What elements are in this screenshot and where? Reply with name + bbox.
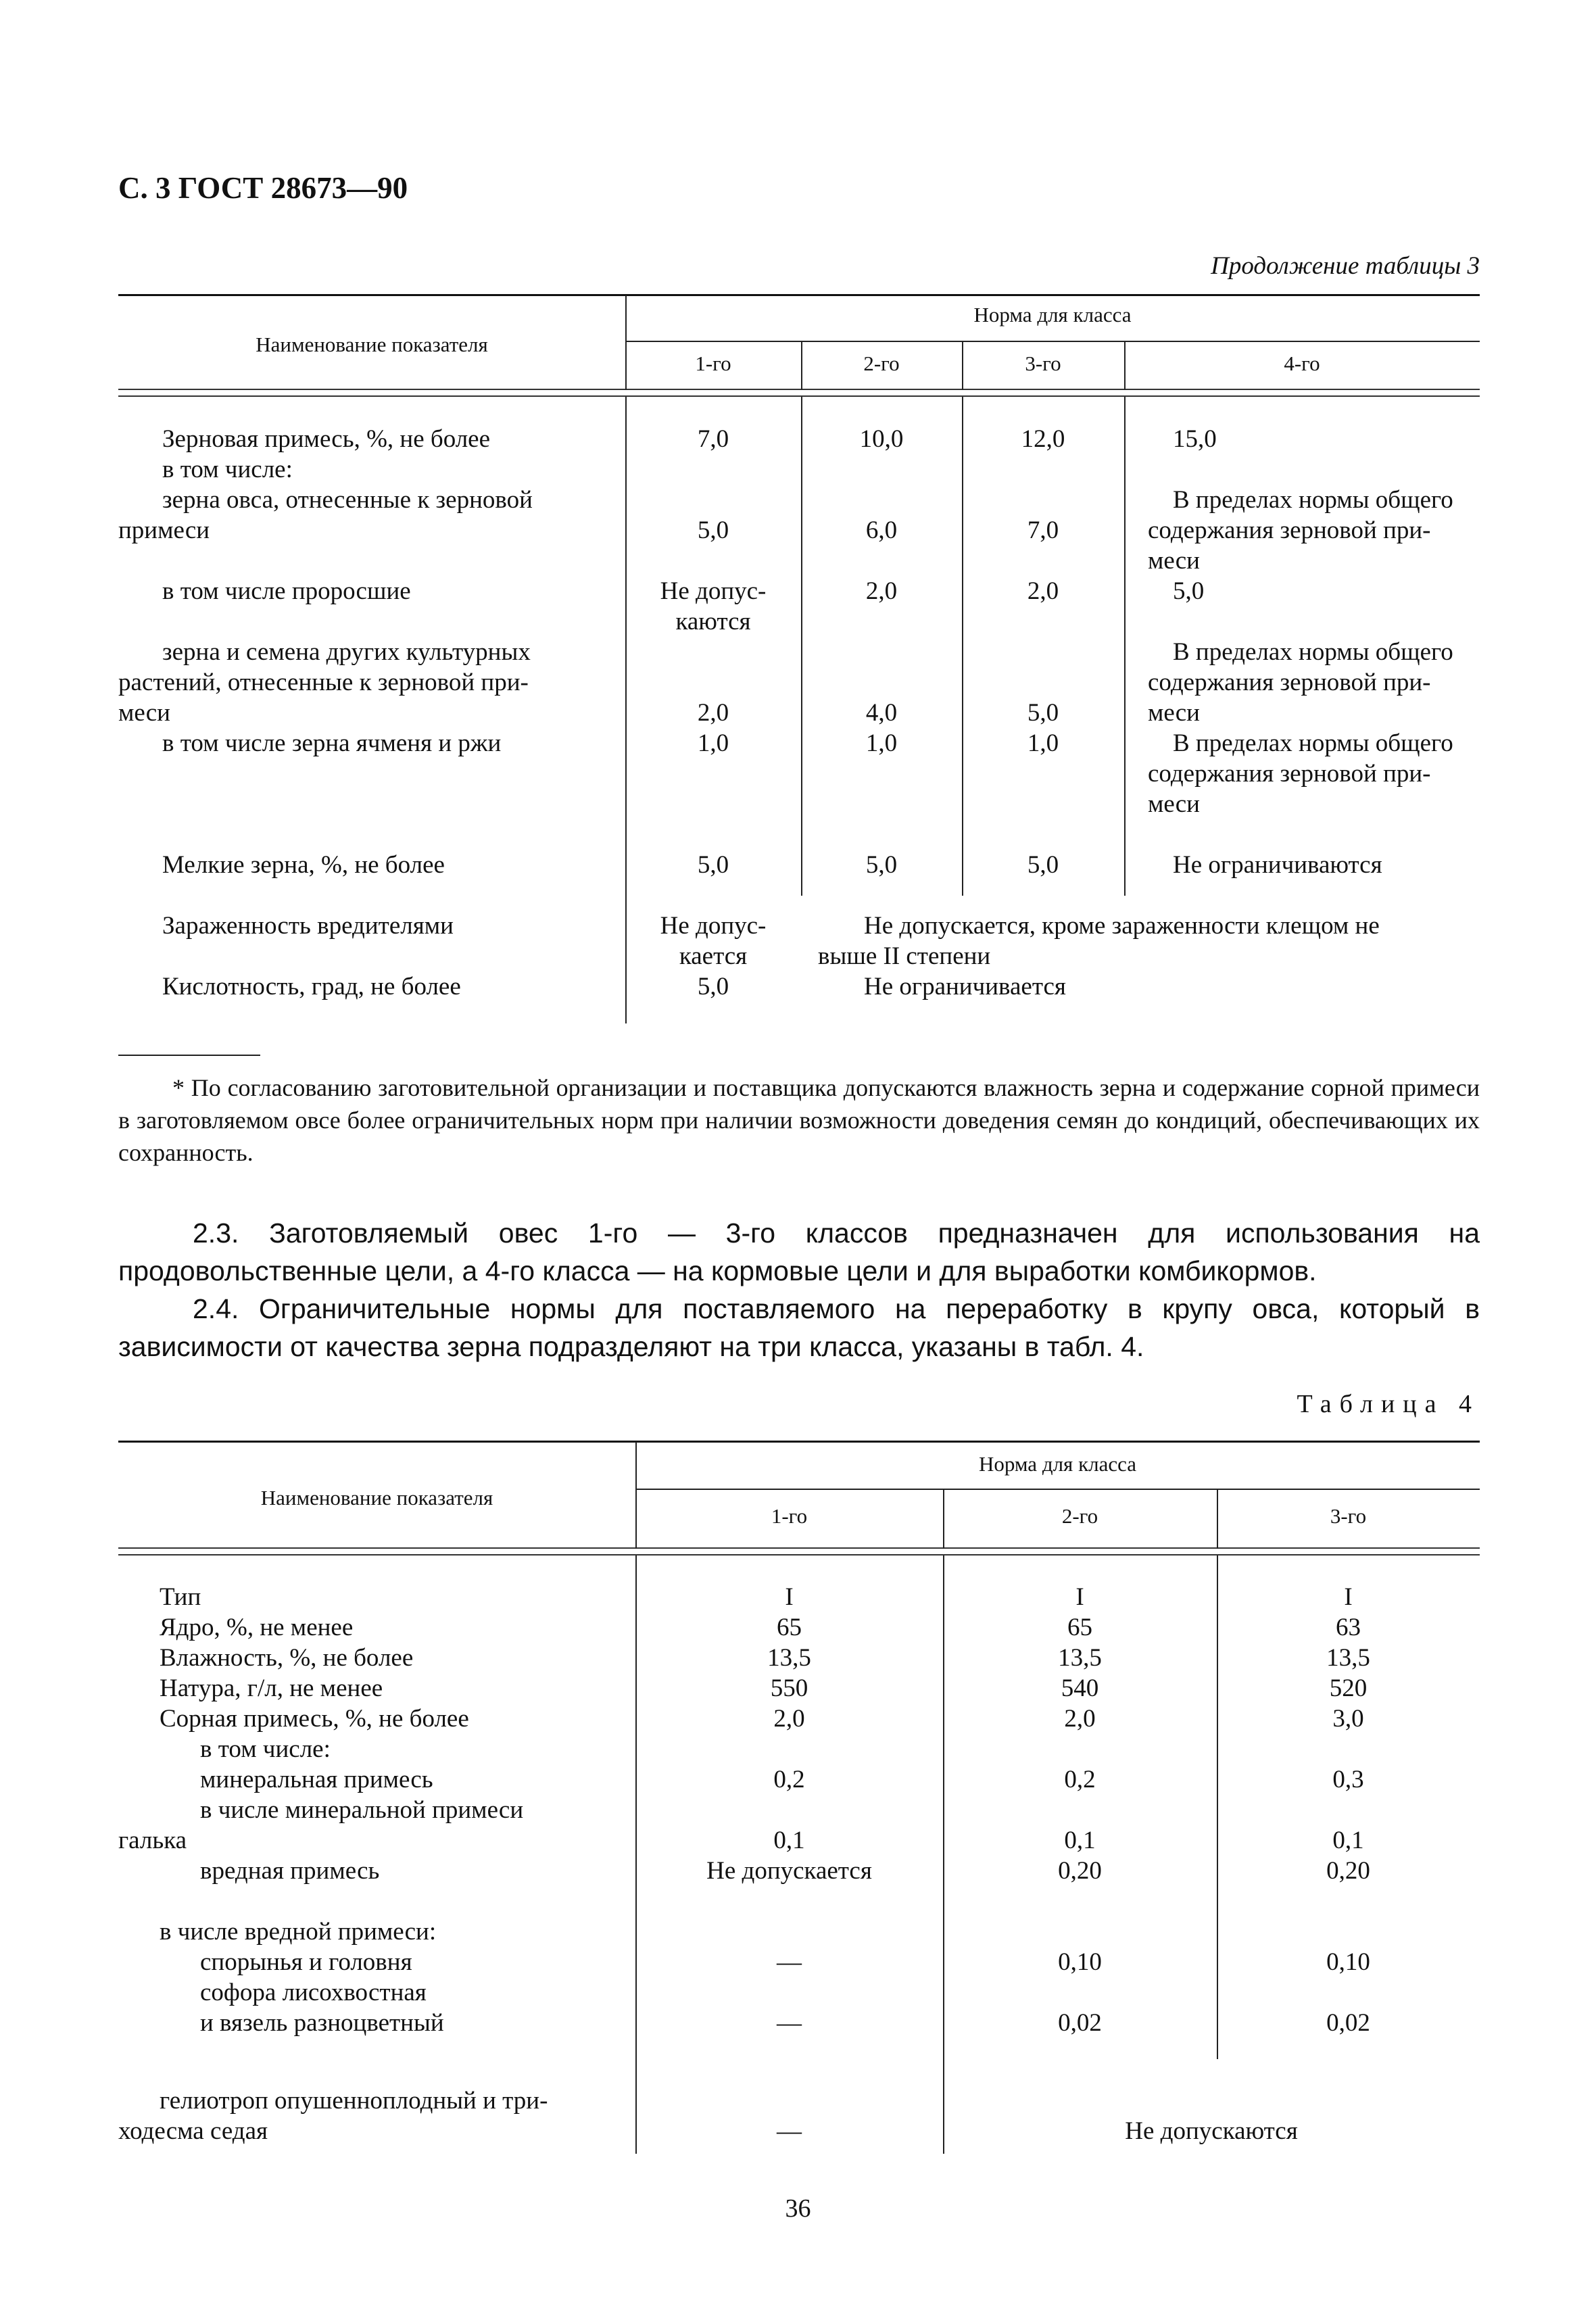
table4-header-norm: Норма для класса (978, 1452, 1137, 1476)
table3-cell-class1-cont: кается (679, 942, 748, 970)
table3-row-name: Зараженность вредителями (162, 912, 454, 940)
table4-cell-class1: 0,2 (773, 1766, 805, 1793)
footnote-rule (118, 1055, 260, 1056)
table3-cell-class1: 5,0 (697, 851, 729, 879)
table4-header-class-2: 2-го (1061, 1504, 1098, 1528)
table4-cell-class1: — (777, 2117, 802, 2145)
table4-cell-class3: 0,10 (1326, 1948, 1370, 1976)
table4-row-name: спорынья и головня (200, 1948, 412, 1976)
table4-row-name: Натура, г/л, не менее (160, 1674, 383, 1702)
paragraph-2-3: 2.3. Заготовляемый овес 1-го — 3-го классов предназначен для использования на продовольственные цели, а 4-го класса — на кормовые цели и для выработки комбикормов. (118, 1217, 1480, 1286)
table4-cell-class1: 13,5 (767, 1644, 811, 1672)
table4-header-name: Наименование показателя (260, 1486, 493, 1510)
table4-row-name: и вязель разноцветный (200, 2009, 444, 2037)
table4-row-name: галька (118, 1827, 187, 1854)
table3-row-name: в том числе зерна ячменя и ржи (162, 729, 502, 757)
table4-cell-class1: 550 (770, 1674, 808, 1702)
table4-row-name: в числе вредной примеси: (160, 1918, 437, 1946)
table3-cell-class4: Не ограничиваются (1173, 851, 1382, 879)
table4-row-name-cont: ходесма седая (118, 2117, 268, 2145)
table3-row-name-cont: примеси (118, 516, 210, 544)
table3-cell-span: Не допускается, кроме зараженности клещом не (864, 912, 1380, 940)
table4-cell-class3: 0,02 (1326, 2009, 1370, 2037)
table3-cell-class2: 6,0 (865, 516, 898, 544)
table3-cell-class1: Не допус- (660, 912, 767, 940)
table3-row-name-cont: растений, отнесенные к зерновой при- (118, 669, 529, 696)
table4-cell-class2: 2,0 (1064, 1705, 1096, 1733)
table4-cell-class2: 65 (1067, 1614, 1092, 1641)
table4-title: Таблица 4 (1297, 1390, 1480, 1418)
table3-cell-class1-cont: каются (675, 608, 751, 635)
table4-cell-class3: 3,0 (1332, 1705, 1364, 1733)
document-header: С. 3 ГОСТ 28673—90 (118, 171, 408, 205)
table4-row-name: софора лисохвостная (200, 1979, 427, 2006)
table4-header-class-3: 3-го (1330, 1504, 1367, 1528)
table4-cell-class3: 63 (1336, 1614, 1361, 1641)
table4-cell-class1: 2,0 (773, 1705, 805, 1733)
table4-row-name: гелиотроп опушенноплодный и три- (160, 2087, 548, 2115)
table4-row-name: в числе минеральной примеси (200, 1796, 524, 1824)
table3-cell-class4-cont: меси (1148, 547, 1200, 575)
table4-row-name: в том числе: (200, 1735, 331, 1763)
table3-cell-class2: 10,0 (859, 425, 904, 453)
table3-cell-class4: В пределах нормы общего (1173, 729, 1453, 757)
table3-row-name: в том числе проросшие (162, 577, 411, 605)
table4-cell-class1: 0,1 (773, 1827, 805, 1854)
page-number: 36 (785, 2194, 811, 2223)
table3-cell-class4: В пределах нормы общего (1173, 638, 1453, 666)
table4-cell-class3: 520 (1329, 1674, 1368, 1702)
table4-cell-class3: 13,5 (1326, 1644, 1370, 1672)
table3-cell-class3: 5,0 (1027, 699, 1059, 727)
table3-header-class-1: 1-го (695, 352, 731, 375)
table4-cell-class2: 0,2 (1064, 1766, 1096, 1793)
table4-row-name: Сорная примесь, %, не более (160, 1705, 469, 1733)
table4-cell-class1: 65 (777, 1614, 802, 1641)
table3-cell-span: Не ограничивается (864, 973, 1066, 1000)
table4-cell-class2: 0,02 (1058, 2009, 1102, 2037)
table4-row-name: вредная примесь (200, 1857, 380, 1885)
table3-row-name: Кислотность, град, не более (162, 973, 461, 1000)
table3-cell-class4-cont: содержания зерновой при- (1148, 516, 1431, 544)
table3-cell-class1: Не допус- (660, 577, 767, 605)
table4-row-name: Ядро, %, не менее (160, 1614, 354, 1641)
table3-cell-class1: 1,0 (697, 729, 729, 757)
table3-header-class-2: 2-го (863, 352, 900, 375)
table3-cell-class4-cont: меси (1148, 790, 1200, 818)
table3-row-name: зерна и семена других культурных (162, 638, 531, 666)
table3-cell-class2: 2,0 (865, 577, 898, 605)
table4-cell-class1: I (785, 1583, 794, 1611)
table3-row-name: Зерновая примесь, %, не более (162, 425, 491, 453)
table3-row-name: в том числе: (162, 456, 293, 483)
table4-cell-class2: 540 (1061, 1674, 1099, 1702)
table3-header-class-4: 4-го (1284, 352, 1320, 375)
table3-cell-class4-cont: меси (1148, 699, 1200, 727)
table3-cell-class3: 1,0 (1027, 729, 1059, 757)
table3-cell-class1: 7,0 (697, 425, 729, 453)
table3-row-name: зерна овса, отнесенные к зерновой (162, 486, 533, 514)
table3-cell-class4: 5,0 (1173, 577, 1205, 605)
table3-cell-class4-cont: содержания зерновой при- (1148, 669, 1431, 696)
table4-cell-span: Не допускаются (1125, 2117, 1298, 2145)
table3-cell-class2: 5,0 (865, 851, 898, 879)
table3-header-class-3: 3-го (1025, 352, 1061, 375)
footnote: * По согласованию заготовительной организации и поставщика допускаются влажность зерна и содержание сорной примеси в заготовляемом овсе более ограничительных норм при наличии возможности доведения семян до кондиций, обеспечивающих их сохранность. (118, 1074, 1480, 1166)
table3-cell-class3: 2,0 (1027, 577, 1059, 605)
table4-cell-class2: I (1075, 1583, 1084, 1611)
table3-header-name: Наименование показателя (256, 333, 488, 356)
table4-cell-class3: 0,20 (1326, 1857, 1370, 1885)
table3-cell-class3: 5,0 (1027, 851, 1059, 879)
table4-row-name: Влажность, %, не более (160, 1644, 414, 1672)
table3-header-norm: Норма для класса (973, 303, 1132, 327)
table4-cell-class2: 0,10 (1058, 1948, 1102, 1976)
table4-cell-class1: — (777, 2009, 802, 2037)
table3-cell-class1: 5,0 (697, 973, 729, 1000)
table4-cell-class3: 0,1 (1332, 1827, 1364, 1854)
table-continuation-caption: Продолжение таблицы 3 (1211, 252, 1480, 280)
table3-cell-class4: 15,0 (1173, 425, 1217, 453)
table3-row-name-cont: меси (118, 699, 170, 727)
table4-row-name: минеральная примесь (200, 1766, 433, 1793)
table3-cell-class3: 12,0 (1021, 425, 1065, 453)
table4-cell-class1: — (777, 1948, 802, 1976)
table3-cell-class4-cont: содержания зерновой при- (1148, 760, 1431, 788)
table3-row-name: Мелкие зерна, %, не более (162, 851, 445, 879)
table3-cell-class3: 7,0 (1027, 516, 1059, 544)
table4-cell-class3: I (1344, 1583, 1353, 1611)
table3-cell-class2: 4,0 (865, 699, 898, 727)
table4-row-name: Тип (160, 1583, 201, 1611)
table4-cell-class3: 0,3 (1332, 1766, 1364, 1793)
table4-cell-class2: 13,5 (1058, 1644, 1102, 1672)
table4-cell-class1: Не допускается (706, 1857, 872, 1885)
paragraph-2-4: 2.4. Ограничительные нормы для поставляемого на переработку в крупу овса, который в зависимости от качества зерна подразделяют на три класса, указаны в табл. 4. (118, 1293, 1480, 1362)
table3-cell-class1: 5,0 (697, 516, 729, 544)
table4-header-class-1: 1-го (771, 1504, 808, 1528)
table3-cell-class1: 2,0 (697, 699, 729, 727)
table3-cell-span-cont: выше II степени (818, 942, 991, 970)
table4-cell-class2: 0,1 (1064, 1827, 1096, 1854)
table3-cell-class2: 1,0 (865, 729, 898, 757)
table4-cell-class2: 0,20 (1058, 1857, 1102, 1885)
table3-cell-class4: В пределах нормы общего (1173, 486, 1453, 514)
